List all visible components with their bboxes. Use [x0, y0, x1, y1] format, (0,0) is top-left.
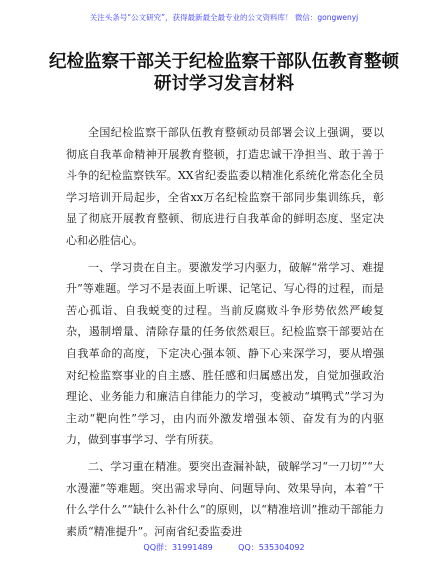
paragraph-intro: 全国纪检监察干部队伍教育整顿动员部署会议上强调，要以彻底自我革命精神开展教育整顿，打造忠诚干净担当、敢于善于斗争的纪检监察铁军。XX省纪委监委以精准化系统化常态化全员学习培训开局起步，全省xx万名纪检监察干部同步集训练兵，彰显了彻底开展教育整顿、彻底进行自我革命的鲜明态度、坚定决心和必胜信心。	[66, 126, 384, 247]
paragraph-section-1: 一、学习贵在自主。要激发学习内驱力，破解“常学习、难提升”等难题。学习不是表面上听课、记笔记、写心得的过程，而是苦心孤诣、自我蜕变的过程。当前反腐败斗争形势依然严峻复杂，遏制增量、清除存量的任务依然艰巨。纪检监察干部要站在自我革命的高度，下定决心强本领、静下心来深学习，要从增强对纪检监察事业的自主感、胜任感和归属感出发，自觉加强政治理论、业务能力和廉洁自律能力的学习，变被动“填鸭式”学习为主动“靶向性”学习，由内而外激发增强本领、奋发有为的内驱力，做到事事学习、学有所获。	[66, 260, 384, 447]
qq-label: QQ：	[238, 543, 259, 552]
title-line-2: 研讨学习发言材料	[154, 74, 294, 94]
paragraph-section-2: 二、学习重在精准。要突出查漏补缺，破解学习“一刀切”“大水漫灌”等难题。突出需求导向、问题导向、效果导向，本着“干什么学什么”“缺什么补什么”的原则，以“精准培训”推动干部能力素质“精准提升”。河南省纪委监委进	[66, 459, 384, 538]
qq-number: 535304092	[258, 543, 305, 552]
document-body	[66, 122, 384, 547]
document-title	[0, 51, 448, 95]
footer-contact	[0, 542, 448, 553]
header-note: 关注头条号“公文研究”，获得最新最全最专业的公文资料库！ 微信：gongwenyj	[89, 13, 359, 22]
qq-group-label: QQ群：	[143, 543, 173, 552]
qq-group-number: 31991489	[172, 543, 213, 552]
title-line-1: 纪检监察干部关于纪检监察干部队伍教育整顿	[49, 52, 399, 72]
